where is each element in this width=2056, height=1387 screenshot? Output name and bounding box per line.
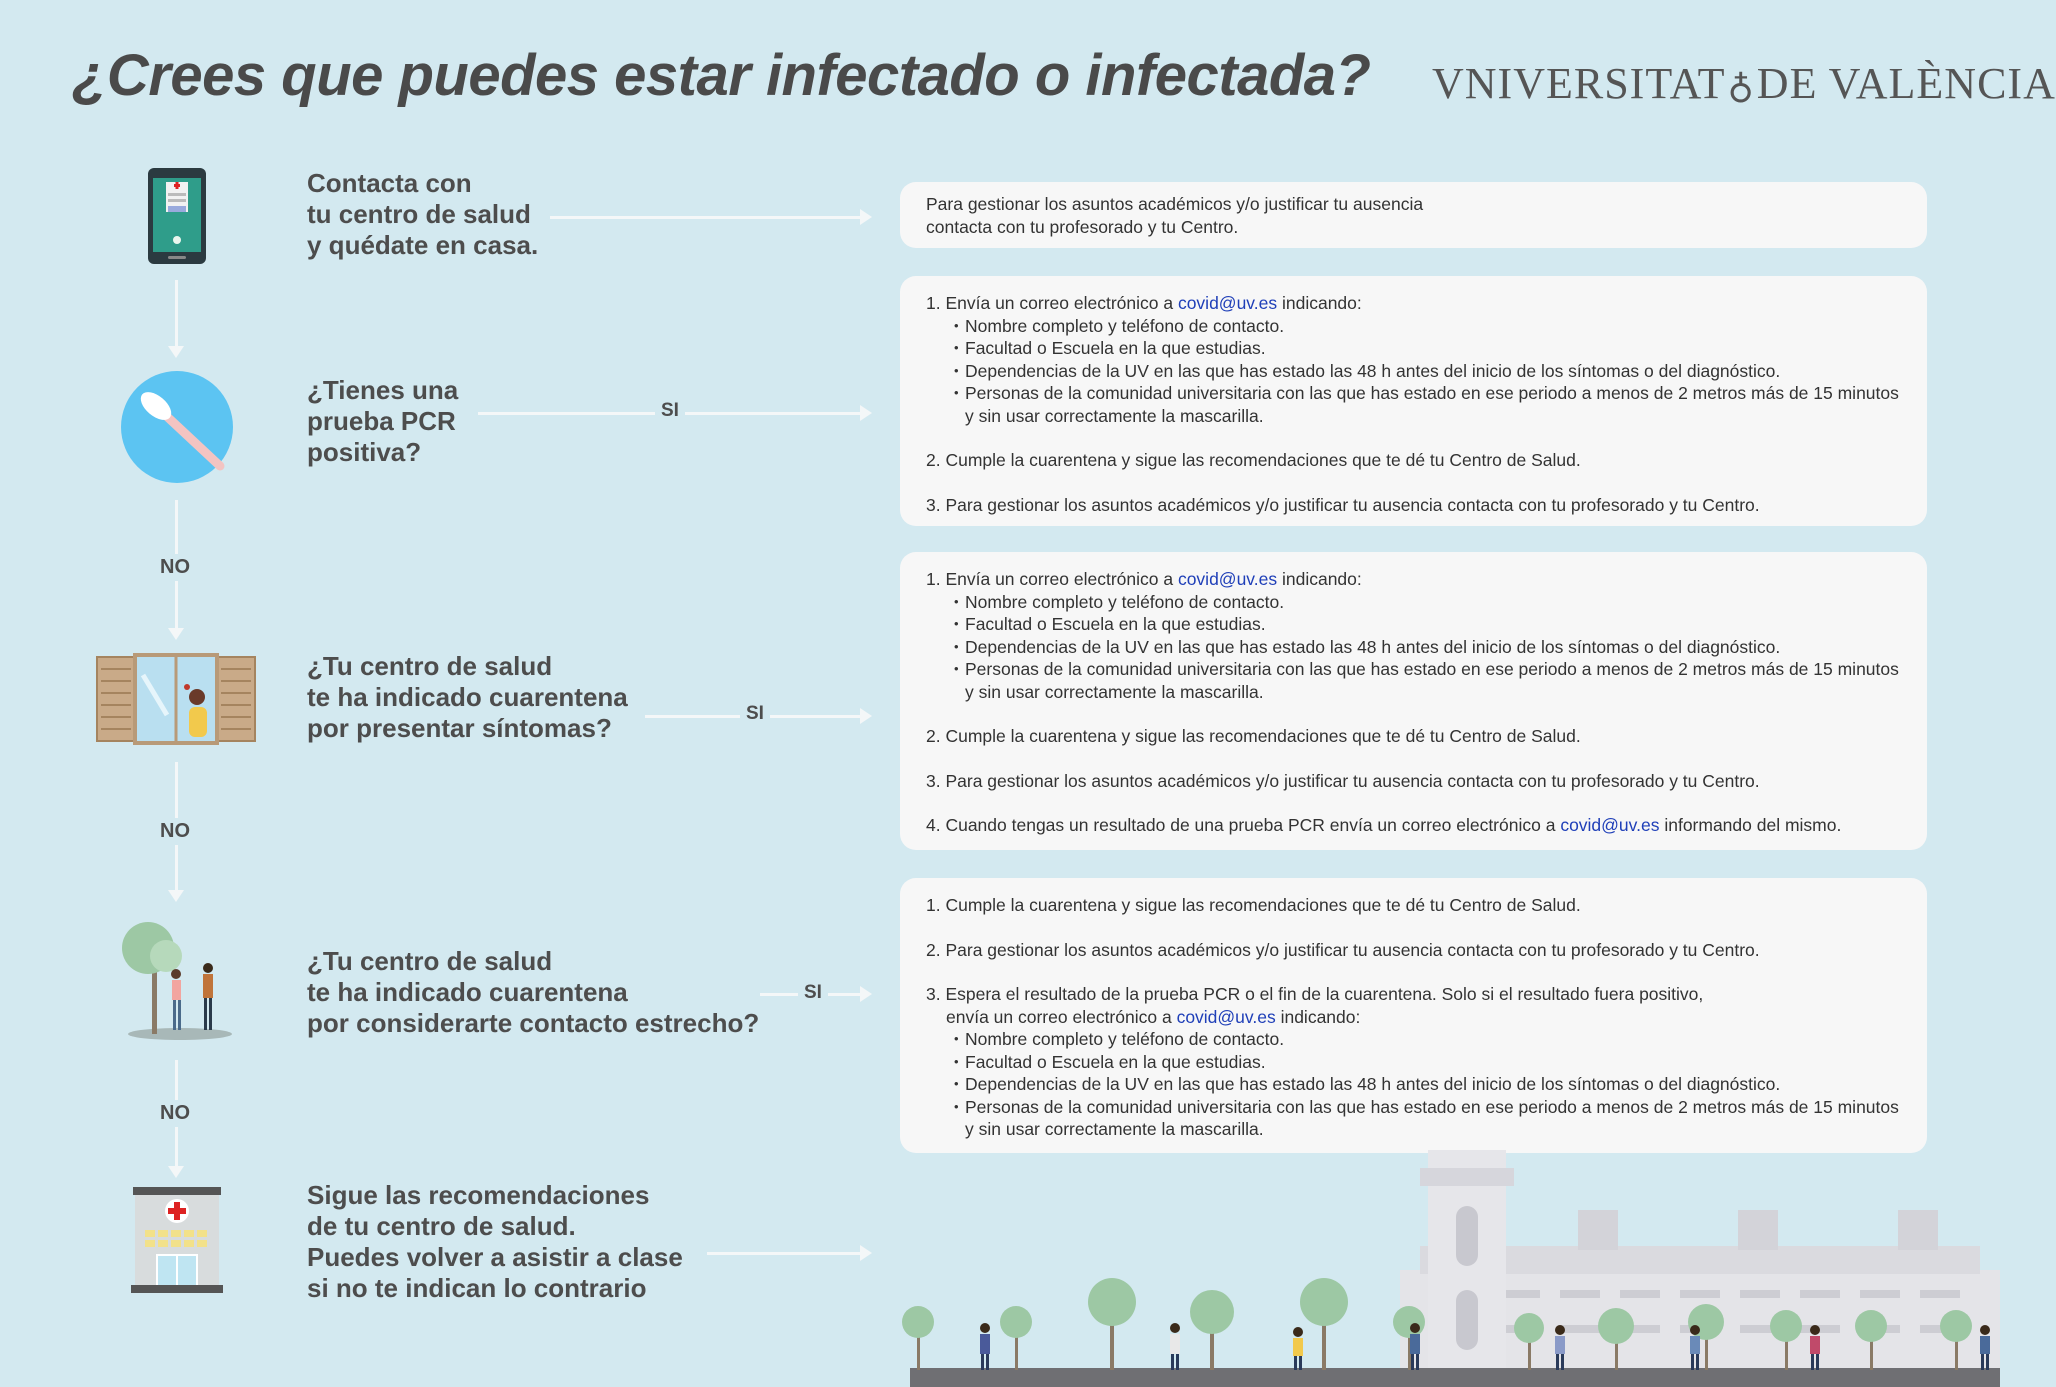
arrow-head-down-4 (168, 1166, 184, 1178)
arrow-head-right-1 (860, 209, 872, 225)
info-box-symptoms (900, 552, 1927, 850)
box2-item-quarantine: 2. Cumple la cuarentena y sigue las recomendaciones que te dé tu Centro de Salud. (926, 450, 1581, 470)
arrow-head-down-1 (168, 346, 184, 358)
box3-bullet-premises: • Dependencias de la UV en las que has estado las 48 h antes del inicio de los síntomas o del diagnóstico. (954, 636, 1901, 659)
box3-item-pcr-result (926, 814, 1901, 837)
email-link[interactable]: covid@uv.es (1177, 293, 1278, 313)
arrow-right-1 (550, 216, 862, 219)
box4-bullet-people: • Personas de la comunidad universitaria con las que has estado en ese periodo a menos de 2 metros más de 15 minutos y sin usar correctamente la mascarilla. (954, 1096, 1901, 1141)
box4-item-quarantine: 1. Cumple la cuarentena y sigue las recomendaciones que te dé tu Centro de Salud. (926, 895, 1581, 915)
box2-item-email (926, 292, 1901, 427)
box1-line1: Para gestionar los asuntos académicos y/o justificar tu ausencia (926, 194, 1424, 214)
box2-bullet-premises: • Dependencias de la UV en las que has estado las 48 h antes del inicio de los síntomas o del diagnóstico. (954, 360, 1901, 383)
box4-wait-line1: 3. Espera el resultado de la prueba PCR o el fin de la cuarentena. Solo si el resultado fuera positivo, (926, 984, 1704, 1004)
arrow-head-right-4 (860, 986, 872, 1002)
arrow-head-right-3 (860, 708, 872, 724)
box3-item-quarantine: 2. Cumple la cuarentena y sigue las recomendaciones que te dé tu Centro de Salud. (926, 726, 1581, 746)
label-si-3: SI (798, 982, 828, 1004)
box2-bullet-faculty: • Facultad o Escuela en la que estudias. (954, 337, 1901, 360)
logo-mark-icon: ♁ (1727, 66, 1755, 106)
arrow-head-right-5 (860, 1245, 872, 1261)
phone-icon (146, 166, 208, 266)
health-centre-icon (131, 1185, 223, 1295)
box2-email-post: indicando: (1277, 293, 1362, 313)
box2-email-pre: 1. Envía un correo electrónico a (926, 293, 1178, 313)
box3-item-academic: 3. Para gestionar los asuntos académicos y/o justificar tu ausencia contacta con tu profesorado y tu Centro. (926, 770, 1760, 791)
email-link[interactable]: covid@uv.es (1560, 815, 1660, 835)
box4-email-pre: envía un correo electrónico a (946, 1006, 1177, 1027)
box3-pcr-post: informando del mismo. (1659, 815, 1842, 835)
box4-bullet-name: • Nombre completo y teléfono de contacto. (954, 1028, 1901, 1051)
box2-bullet-people: • Personas de la comunidad universitaria con las que has estado en ese periodo a menos de 2 metros más de 15 minutos y sin usar correctamente la mascarilla. (954, 382, 1901, 427)
close-contact-icon (118, 918, 236, 1042)
box1-line2: contacta con tu profesorado y tu Centro. (926, 216, 1239, 237)
label-no-3: NO (160, 1100, 190, 1127)
box4-email-post: indicando: (1275, 1006, 1361, 1027)
arrow-head-down-3 (168, 890, 184, 902)
box3-bullet-faculty: • Facultad o Escuela en la que estudias. (954, 613, 1901, 636)
step-contact-centre: Contacta con tu centro de salud y quédate en casa. (307, 168, 539, 260)
box3-bullet-name: • Nombre completo y teléfono de contacto. (954, 591, 1901, 614)
email-link[interactable]: covid@uv.es (1176, 1006, 1276, 1027)
label-no-2: NO (160, 818, 190, 845)
logo-text-b: DE VALÈNCIA (1756, 59, 2056, 108)
step-quarantine-contact: ¿Tu centro de salud te ha indicado cuarentena por considerarte contacto estrecho? (307, 946, 760, 1038)
info-box-academic (900, 182, 1927, 248)
arrow-right-5 (707, 1252, 862, 1255)
step-pcr-positive: ¿Tienes una prueba PCR positiva? (307, 375, 459, 467)
arrow-down-1 (175, 280, 178, 350)
page-title: ¿Crees que puedes estar infectado o infectada? (72, 43, 1371, 108)
box4-bullet-premises: • Dependencias de la UV en las que has estado las 48 h antes del inicio de los síntomas o del diagnóstico. (954, 1073, 1901, 1096)
box3-item-email (926, 568, 1901, 703)
box3-email-post: indicando: (1277, 569, 1362, 589)
box3-pcr-pre: 4. Cuando tengas un resultado de una prueba PCR envía un correo electrónico a (926, 815, 1561, 835)
info-box-pcr-positive (900, 276, 1927, 526)
label-no-1: NO (160, 554, 190, 581)
campus-illustration (900, 1150, 2000, 1387)
box4-item-wait (926, 983, 1901, 1141)
pcr-swab-icon (120, 370, 234, 484)
window-icon (97, 655, 255, 743)
step-follow-recommendations: Sigue las recomendaciones de tu centro de salud. Puedes volver a asistir a clase si no te indican lo contrario (307, 1180, 683, 1303)
logo-text-a: VNIVERSITAT (1432, 59, 1726, 108)
label-si-2: SI (740, 703, 770, 725)
label-si-1: SI (655, 400, 685, 422)
university-logo (1432, 58, 2056, 109)
box2-bullet-name: • Nombre completo y teléfono de contacto. (954, 315, 1901, 338)
email-link[interactable]: covid@uv.es (1177, 569, 1278, 589)
info-box-close-contact (900, 878, 1927, 1153)
box2-item-academic: 3. Para gestionar los asuntos académicos y/o justificar tu ausencia contacta con tu profesorado y tu Centro. (926, 494, 1760, 515)
box4-item-academic: 2. Para gestionar los asuntos académicos y/o justificar tu ausencia contacta con tu profesorado y tu Centro. (926, 939, 1760, 960)
box3-email-pre: 1. Envía un correo electrónico a (926, 569, 1178, 589)
arrow-head-right-2 (860, 405, 872, 421)
arrow-head-down-2 (168, 628, 184, 640)
box3-bullet-people: • Personas de la comunidad universitaria con las que has estado en ese periodo a menos de 2 metros más de 15 minutos y sin usar correctamente la mascarilla. (954, 658, 1901, 703)
box4-bullet-faculty: • Facultad o Escuela en la que estudias. (954, 1051, 1901, 1074)
step-quarantine-symptoms: ¿Tu centro de salud te ha indicado cuarentena por presentar síntomas? (307, 651, 628, 743)
